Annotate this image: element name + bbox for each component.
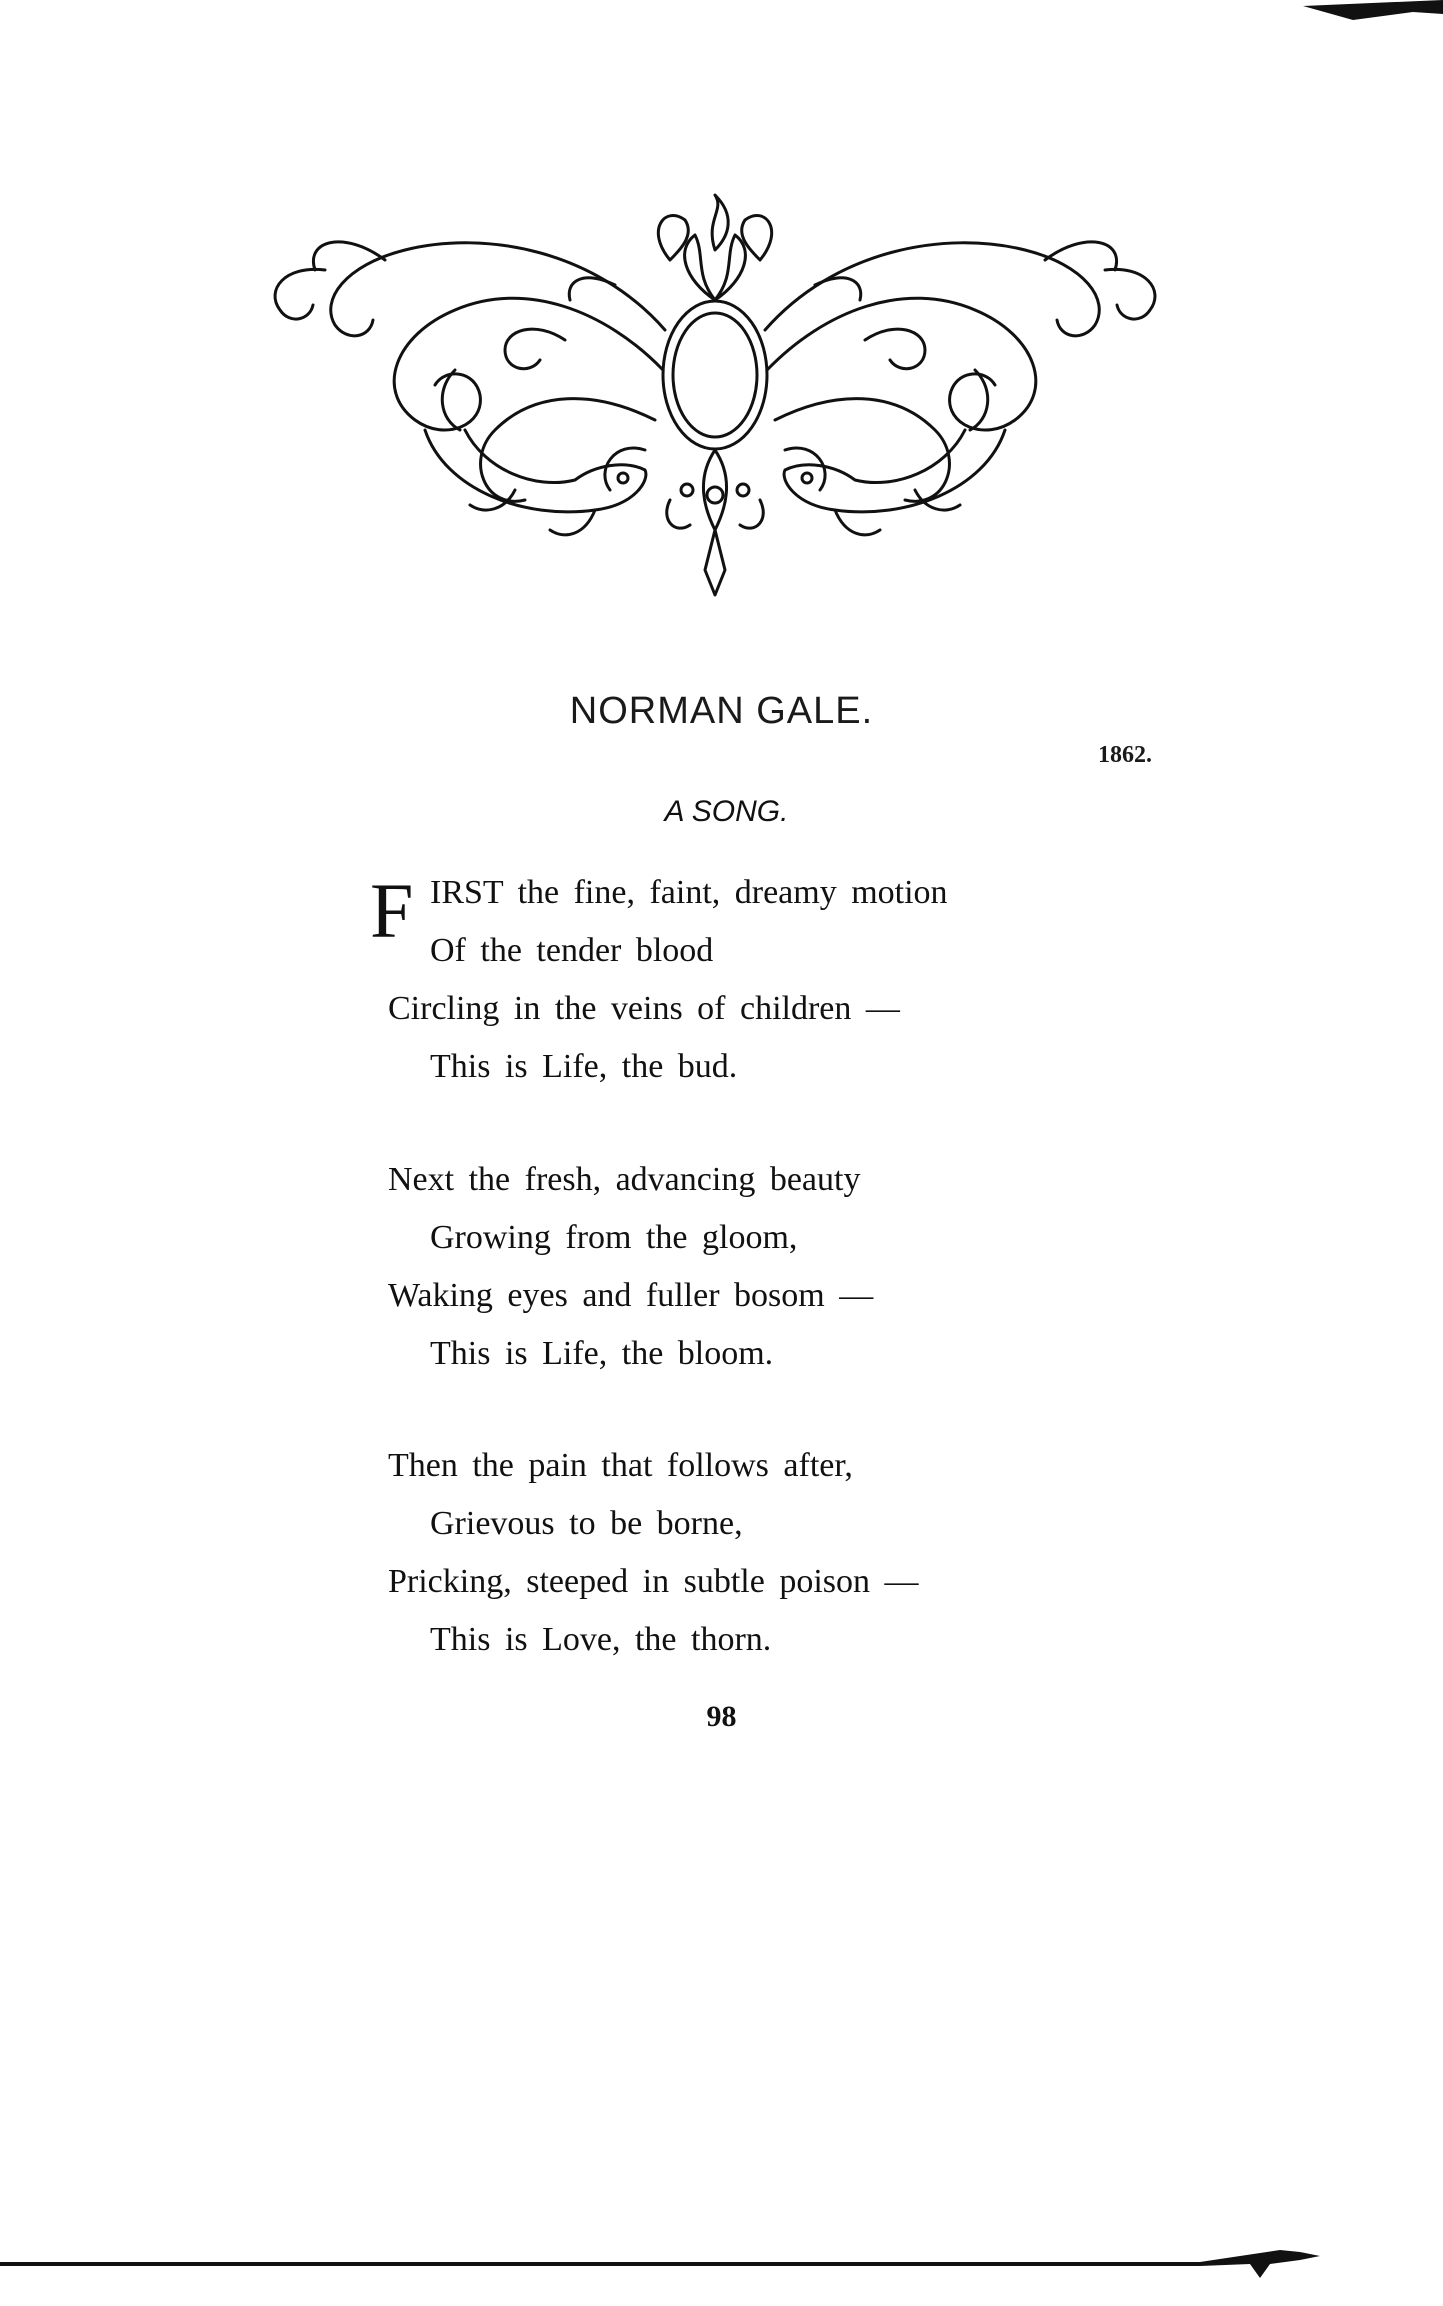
- floral-dolphin-headpiece-icon: [265, 190, 1165, 600]
- author-heading: NORMAN GALE.: [569, 690, 874, 732]
- poem-line: Then the pain that follows after,: [388, 1447, 853, 1484]
- poem-line: Next the fresh, advancing beauty: [388, 1161, 861, 1198]
- poem-line: IRST the fine, faint, dreamy motion: [430, 874, 948, 911]
- poem-line: Pricking, steeped in subtle poison —: [388, 1563, 919, 1600]
- poem-line: This is Life, the bud.: [430, 1048, 738, 1085]
- page-corner-mark-icon: [1293, 0, 1443, 40]
- poem-line: This is Life, the bloom.: [430, 1335, 774, 1372]
- poem-title: A SONG.: [664, 795, 789, 828]
- drop-cap-letter: F: [370, 867, 414, 954]
- stanza: [388, 1437, 919, 1669]
- stanza: [388, 864, 948, 1096]
- poem-line: Grievous to be borne,: [430, 1505, 743, 1542]
- stanza: [388, 1151, 873, 1383]
- poem-line: Growing from the gloom,: [430, 1219, 798, 1256]
- poem-line: Circling in the veins of children —: [388, 990, 900, 1027]
- poem-line: This is Love, the thorn.: [430, 1621, 772, 1658]
- poem-line: Of the tender blood: [430, 932, 714, 969]
- bottom-edge-rule: [0, 2240, 1443, 2280]
- poem-line: Waking eyes and fuller bosom —: [388, 1277, 874, 1314]
- author-birth-year: 1862.: [1098, 742, 1152, 768]
- page-number: 98: [706, 1700, 737, 1733]
